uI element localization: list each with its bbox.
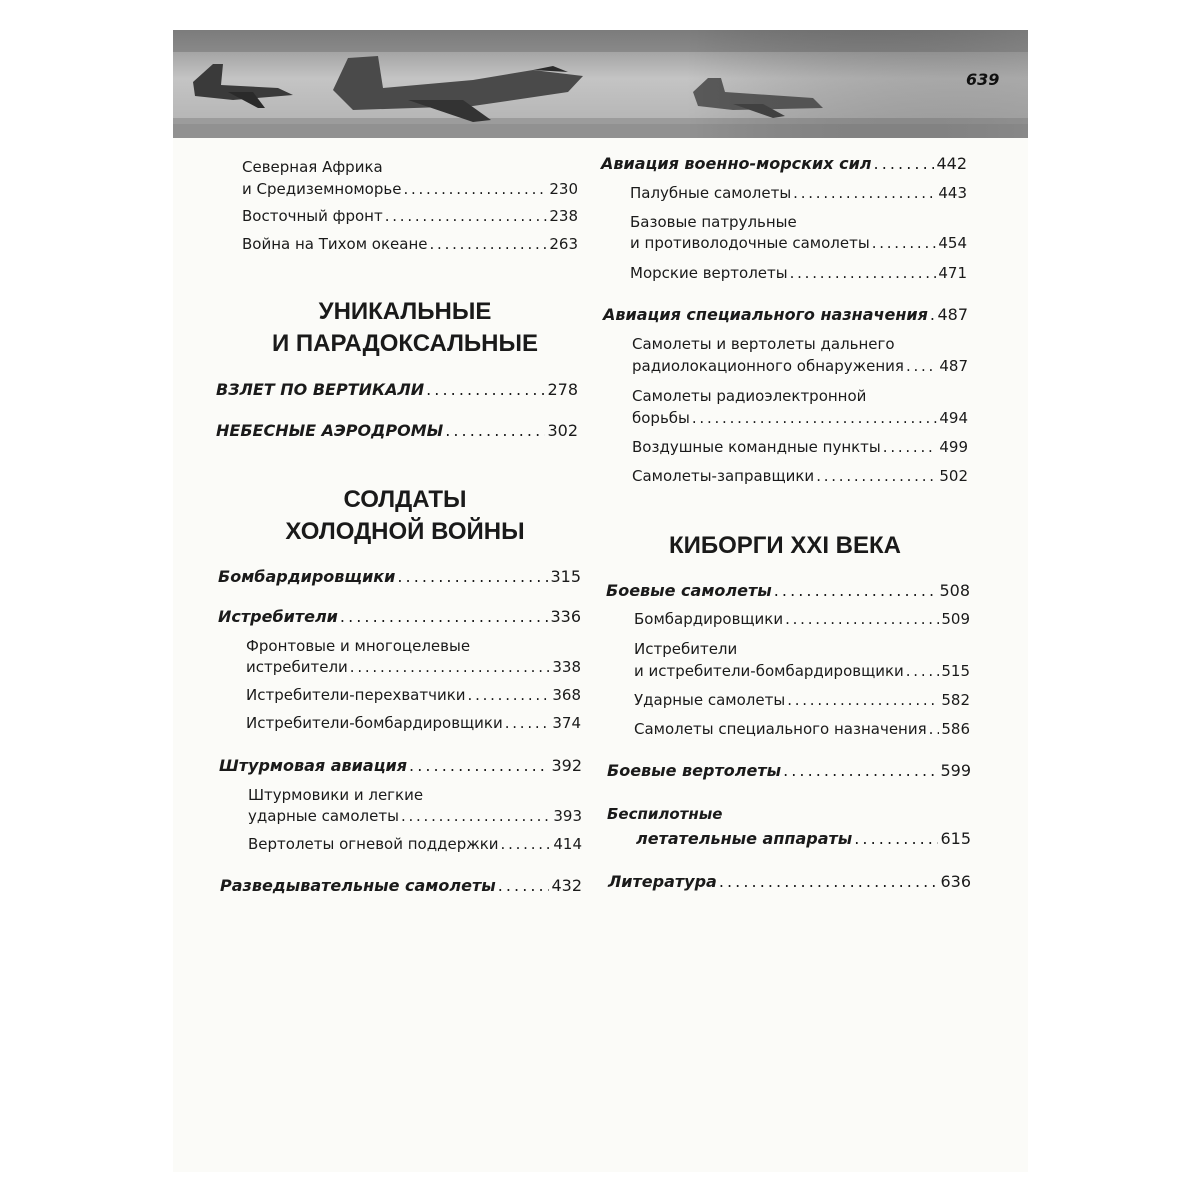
leader-dots: [906, 662, 940, 680]
toc-entry-frontline-line1: Фронтовые и многоцелевые: [246, 637, 471, 655]
toc-entry-literature[interactable]: [608, 872, 971, 891]
toc-page-number: 338: [552, 658, 581, 676]
section-heading-line: УНИКАЛЬНЫЕ: [318, 298, 492, 325]
leader-dots: [498, 876, 550, 895]
leader-dots: [883, 438, 938, 456]
toc-entry-label: Разведывательные самолеты: [220, 876, 496, 895]
toc-entry-combat-planes[interactable]: [606, 581, 970, 600]
toc-entry-label: радиолокационного обнаружения: [632, 357, 904, 375]
toc-entry-label: Штурмовая авиация: [219, 756, 408, 775]
page-number: 639: [966, 70, 1000, 89]
toc-entry-label: НЕБЕСНЫЕ АЭРОДРОМЫ: [216, 421, 444, 440]
toc-entry-label: Авиация специального назначения: [603, 305, 928, 324]
toc-entry-north-africa[interactable]: [242, 180, 578, 198]
header-banner-photo: [173, 30, 1028, 138]
toc-entry-label: Литература: [608, 872, 717, 891]
toc-page-number: 487: [937, 305, 968, 324]
toc-entry-label: Боевые самолеты: [606, 581, 772, 600]
toc-entry-label: Воздушные командные пункты: [632, 438, 881, 456]
toc-entry-ew[interactable]: [632, 409, 968, 427]
toc-page-number: 238: [549, 207, 578, 225]
toc-entry-naval-aviation[interactable]: [601, 154, 967, 173]
toc-entry-command-posts[interactable]: [632, 438, 968, 456]
leader-dots: [783, 761, 938, 780]
leader-dots: [692, 409, 937, 427]
leader-dots: [430, 235, 548, 253]
toc-entry-label: и истребители-бомбардировщики: [634, 662, 904, 680]
toc-entry-sky-carriers[interactable]: [216, 421, 578, 440]
toc-entry-label: Морские вертолеты: [630, 264, 788, 282]
leader-dots: [401, 807, 551, 825]
leader-dots: [872, 234, 937, 252]
toc-entry-label: Ударные самолеты: [634, 691, 786, 709]
toc-entry-patrol-line1: Базовые патрульные: [630, 213, 797, 231]
toc-entry-attack[interactable]: [219, 756, 582, 775]
toc-entry-cyborg-fighters[interactable]: [634, 662, 970, 680]
leader-dots: [929, 720, 940, 738]
toc-entry-interceptors[interactable]: [246, 686, 581, 704]
toc-page-number: 230: [549, 180, 578, 198]
section-heading-line: СОЛДАТЫ: [343, 486, 467, 513]
toc-page-number: 374: [552, 714, 581, 732]
toc-page-number: 315: [550, 567, 581, 586]
toc-entry-ew-line1: Самолеты радиоэлектронной: [632, 387, 867, 405]
leader-dots: [816, 467, 937, 485]
toc-entry-label: и Средиземноморье: [242, 180, 402, 198]
toc-entry-uav-line1: Беспилотные: [607, 805, 723, 823]
leader-dots: [505, 714, 551, 732]
toc-page-number: 487: [939, 357, 968, 375]
toc-entry-label: Истребители: [218, 607, 338, 626]
toc-entry-aew-line1: Самолеты и вертолеты дальнего: [632, 335, 895, 353]
toc-page-number: 442: [936, 154, 967, 173]
leader-dots: [774, 581, 938, 600]
jets-photo-icon: [173, 30, 1028, 138]
section-heading-line: ХОЛОДНОЙ ВОЙНЫ: [285, 518, 525, 545]
leader-dots: [906, 357, 937, 375]
toc-entry-label: Истребители-бомбардировщики: [246, 714, 503, 732]
toc-entry-aew[interactable]: [632, 357, 968, 375]
section-heading-cyborgs: [600, 530, 970, 562]
leader-dots: [397, 567, 548, 586]
toc-page-number: 368: [552, 686, 581, 704]
leader-dots: [790, 264, 937, 282]
toc-entry-eastern-front[interactable]: [242, 207, 578, 225]
toc-entry-bombers[interactable]: [218, 567, 581, 586]
toc-entry-gunship-helis[interactable]: [248, 835, 582, 853]
section-heading-line: И ПАРАДОКСАЛЬНЫЕ: [271, 330, 538, 357]
toc-page-number: 414: [553, 835, 582, 853]
toc-entry-label: Война на Тихом океане: [242, 235, 428, 253]
toc-page-number: 615: [940, 829, 971, 848]
leader-dots: [385, 207, 548, 225]
leader-dots: [403, 180, 547, 198]
toc-page-number: 499: [939, 438, 968, 456]
toc-entry-uav[interactable]: [636, 829, 971, 848]
toc-entry-special-purpose[interactable]: [634, 720, 970, 738]
section-heading-cold-war: [215, 484, 595, 548]
toc-page-number: 432: [551, 876, 582, 895]
toc-page-number: 302: [547, 421, 578, 440]
toc-entry-cyborg-fighters-line1: Истребители: [634, 640, 738, 658]
toc-entry-label: Боевые вертолеты: [607, 761, 782, 780]
toc-entry-north-africa-line1: Северная Африка: [242, 158, 383, 176]
toc-page-number: 502: [939, 467, 968, 485]
leader-dots: [854, 829, 938, 848]
leader-dots: [445, 421, 545, 440]
toc-page-number: 392: [551, 756, 582, 775]
toc-entry-label: и противолодочные самолеты: [630, 234, 870, 252]
toc-page-number: 263: [549, 235, 578, 253]
toc-entry-vertical-takeoff[interactable]: [216, 380, 578, 399]
leader-dots: [930, 305, 936, 324]
toc-entry-patrol[interactable]: [630, 234, 967, 252]
toc-entry-label: Самолеты-заправщики: [632, 467, 815, 485]
toc-page-number: 586: [941, 720, 970, 738]
leader-dots: [350, 658, 551, 676]
section-heading-unique: [215, 296, 595, 360]
leader-dots: [426, 380, 545, 399]
leader-dots: [409, 756, 549, 775]
toc-entry-combat-helis[interactable]: [607, 761, 971, 780]
toc-entry-label: истребители: [246, 658, 348, 676]
toc-page-number: 515: [941, 662, 970, 680]
toc-entry-label: Палубные самолеты: [630, 184, 792, 202]
toc-entry-label: Восточный фронт: [242, 207, 383, 225]
leader-dots: [340, 607, 549, 626]
toc-page-number: 443: [938, 184, 967, 202]
toc-page-number: 509: [941, 610, 970, 628]
leader-dots: [468, 686, 551, 704]
toc-page-number: 454: [938, 234, 967, 252]
toc-entry-attack-light[interactable]: [248, 807, 582, 825]
leader-dots: [501, 835, 552, 853]
leader-dots: [787, 691, 939, 709]
toc-page-number: 278: [547, 380, 578, 399]
toc-entry-tankers[interactable]: [632, 467, 968, 485]
leader-dots: [793, 184, 936, 202]
toc-entry-label: ударные самолеты: [248, 807, 399, 825]
toc-entry-label: ВЗЛЕТ ПО ВЕРТИКАЛИ: [216, 380, 425, 399]
toc-entry-special-aviation[interactable]: [603, 305, 968, 324]
toc-entry-fighters[interactable]: [218, 607, 581, 626]
toc-entry-naval-helis[interactable]: [630, 264, 967, 282]
toc-entry-fighter-bombers[interactable]: [246, 714, 581, 732]
toc-page-number: 393: [553, 807, 582, 825]
toc-entry-strike-planes[interactable]: [634, 691, 970, 709]
toc-entry-label: Истребители-перехватчики: [246, 686, 466, 704]
toc-entry-label: Вертолеты огневой поддержки: [248, 835, 499, 853]
toc-entry-label: летательные аппараты: [636, 829, 853, 848]
toc-entry-label: Авиация военно-морских сил: [601, 154, 872, 173]
toc-entry-cyborg-bombers[interactable]: [634, 610, 970, 628]
toc-page-number: 582: [941, 691, 970, 709]
toc-page-number: 471: [938, 264, 967, 282]
toc-entry-label: Бомбардировщики: [634, 610, 784, 628]
section-heading-line: КИБОРГИ XXI ВЕКА: [668, 532, 902, 559]
toc-entry-attack-light-line1: Штурмовики и легкие: [248, 786, 424, 804]
toc-page-number: 336: [550, 607, 581, 626]
leader-dots: [874, 154, 935, 173]
toc-entry-label: Бомбардировщики: [218, 567, 396, 586]
toc-entry-label: Самолеты специального назначения: [634, 720, 927, 738]
toc-page-number: 636: [940, 872, 971, 891]
toc-entry-pacific-war[interactable]: [242, 235, 578, 253]
toc-entry-label: борьбы: [632, 409, 690, 427]
toc-entry-frontline[interactable]: [246, 658, 581, 676]
leader-dots: [785, 610, 939, 628]
toc-page-number: 494: [939, 409, 968, 427]
toc-entry-carrier-planes[interactable]: [630, 184, 967, 202]
leader-dots: [719, 872, 939, 891]
toc-page-number: 508: [939, 581, 970, 600]
toc-entry-recon[interactable]: [220, 876, 582, 895]
toc-page-number: 599: [940, 761, 971, 780]
